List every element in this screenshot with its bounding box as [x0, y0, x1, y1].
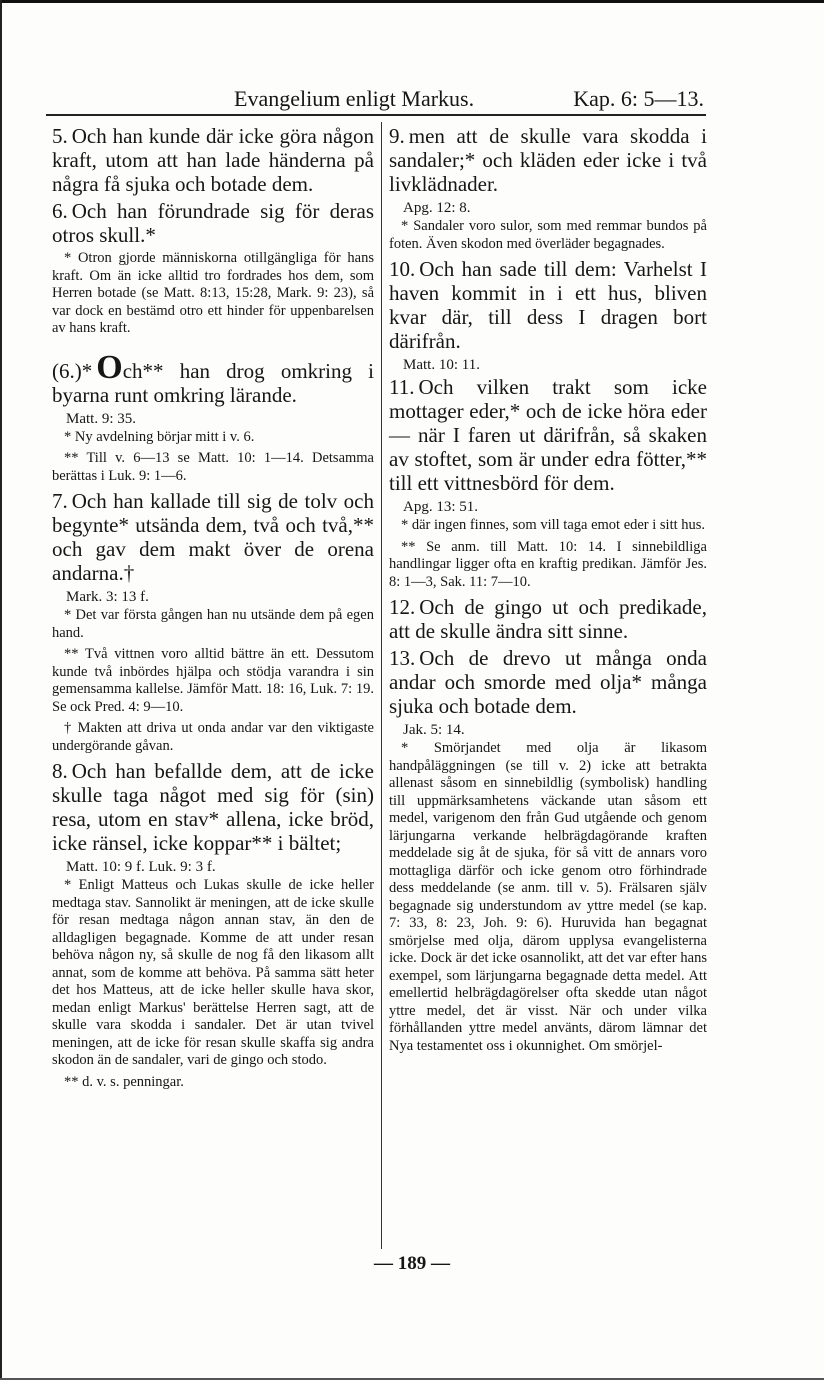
running-title: Evangelium enligt Markus.: [234, 86, 475, 111]
verse-text: Och han kunde där icke göra någon kraft, utom att han lade händerna på några få sjuka och botade dem.: [52, 124, 374, 196]
footnote: ** d. v. s. penningar.: [64, 1073, 184, 1090]
verse: [52, 759, 374, 855]
verse-text: Och vilken trakt som icke mottager eder,* och de icke höra eder — när I faren ut därifrån, så skaken av stoftet, som är under edra fötter,** till ett vittnesbörd för dem.: [389, 375, 707, 495]
footnote: * där ingen finnes, som vill taga emot eder i sitt hus.: [401, 517, 706, 533]
footnote: ** Se anm. till Matt. 10: 14. I sinnebildliga handlingar ligger ofta en kraftig predikan. Jämför Jes. 8: 1—3, Sak. 11: 7—10.: [389, 538, 707, 590]
left-column: [52, 124, 374, 1095]
page-edge-left: [0, 0, 2, 1380]
verse-text: Och han förundrade sig för deras otros skull.*: [52, 199, 374, 247]
footnote: * Ny avdelning börjar mitt i v. 6.: [64, 428, 255, 445]
column-divider: [381, 122, 382, 1249]
verse-number: (6.)*: [52, 358, 93, 383]
verse-number: 10.: [389, 257, 416, 281]
footnote: * Sandaler voro sulor, som med remmar bundos på foten. Även skodon med överläder begagnades.: [389, 218, 707, 252]
verse-text: Och de drevo ut många onda andar och smorde med olja* många sjuka och botade dem.: [389, 646, 707, 718]
verse: [52, 489, 374, 585]
cross-reference: Apg. 12: 8.: [403, 200, 471, 216]
page-number: — 189 —: [374, 1253, 450, 1274]
footnote: * Smörjandet med olja är likasom handpåläggningen (se till v. 2) icke att betrakta allenast såsom en sinnebildlig (symbolisk) handling till uppmärksamhetens väckande utan såsom ett medel, varigenom den från Gud utgående och genom lärjungarna verkande helbrägdagörande kraften meddelade sig åt de sjuka, för så vitt de annars voro mottagliga därför och icke genom otro förhindrade dess meddelande (se anm. till v. 5). Frälsaren själv begagnade sig understundom av yttre medel (se kap. 7: 33, 8: 23, Joh. 9: 6). Huruvida han begagnat smörjelse med olja, därom upplysa evangelisterna icke. Dock är det icke osannolikt, att det var efter hans exempel, som lärjungarna begagnade detta medel. Att emellertid helbrägdagörelser ofta skedde utan något yttre medel, det är visst. När och under vilka förhållanden yttre medel använts, därom lämnar det Nya testamentet oss i okunnighet. Om smörjel-: [389, 740, 707, 1054]
footnote: * Enligt Matteus och Lukas skulle de icke heller medtaga stav. Sannolikt är meningen, att de icke skulle för resan medtaga någon annan stav, än den de alldagligen begagnade. Komme de att under resan behöva någon ny, så skulle de nog få den likasom allt annat, som de komme att behöva. På samma sätt heter det hos Matteus, att de icke heller skulle hava skor, medan enligt Markus' berättelse Herren sagt, att de skulle vara skodda i sandaler. Det är utan tvivel meningen, att de icke för resan skulle skaffa sig andra skodon än de sandaler, vari de gingo och stodo.: [52, 877, 374, 1068]
footnote: † Makten att driva ut onda andar var den viktigaste undergörande gåvan.: [52, 720, 374, 754]
footnote: * Otron gjorde människorna otillgängliga för hans kraft. Om än icke alltid tro fordrades hos dem, som Herren botade (se Matt. 8:13, 15:28, Mark. 9: 23), så var dock en bestämd otro ett hinder för uppenbarelsen av hans kraft.: [52, 250, 374, 336]
section-initial: O: [96, 348, 123, 386]
verse: [52, 348, 374, 407]
verse-text: Och han sade till dem: Varhelst I haven kommit in i ett hus, bliven kvar där, till dess I dragen bort därifrån.: [389, 257, 707, 353]
cross-reference: Matt. 9: 35.: [66, 410, 136, 427]
verse-number: 6.: [52, 199, 68, 223]
verse-number: 12.: [389, 595, 416, 619]
verse-text: Och han befallde dem, att de icke skulle taga något med sig för (sin) resa, utom en stav* allena, icke bröd, icke ränsel, icke koppar** i bältet;: [52, 759, 374, 855]
verse-number: 5.: [52, 124, 68, 148]
verse-text: Och de gingo ut och predikade, att de skulle ändra sitt sinne.: [389, 595, 707, 643]
verse-number: 9.: [389, 124, 405, 148]
chapter-reference: Kap. 6: 5—13.: [573, 86, 704, 111]
right-column: [389, 124, 707, 1059]
verse-text: men att de skulle vara skodda i sandaler;* och kläden eder icke i två livklädnader.: [389, 124, 707, 196]
verse: [52, 124, 374, 196]
verse-text: Och han kallade till sig de tolv och begynte* utsända dem, två och två,** och gav dem makt över de orena andarna.†: [52, 489, 374, 585]
verse-number: 7.: [52, 489, 68, 513]
cross-reference: Matt. 10: 9 f. Luk. 9: 3 f.: [66, 859, 216, 875]
verse: [389, 257, 707, 353]
header-rule: [46, 114, 706, 116]
page-edge-top: [0, 0, 824, 3]
verse-number: 8.: [52, 759, 68, 783]
verse: [389, 595, 707, 643]
cross-reference: Mark. 3: 13 f.: [66, 589, 149, 605]
verse: [389, 646, 707, 718]
verse: [52, 199, 374, 247]
running-head: [0, 86, 824, 116]
verse-text: ch** han drog omkring i byarna runt omkring lärande.: [52, 358, 374, 407]
verse-number: 13.: [389, 646, 416, 670]
verse: [389, 375, 707, 495]
footnote: ** Två vittnen voro alltid bättre än ett. Dessutom kunde två inbördes hjälpa och stödja varandra i sin gemensamma kallelse. Jämför Matt. 18: 16, Luk. 7: 19. Se ock Pred. 4: 9—10.: [52, 646, 374, 715]
cross-reference: Matt. 10: 11.: [403, 357, 480, 373]
cross-reference: Apg. 13: 51.: [403, 499, 478, 515]
footnote: * Det var första gången han nu utsände dem på egen hand.: [52, 607, 374, 641]
verse-number: 11.: [389, 375, 415, 399]
cross-reference: Jak. 5: 14.: [403, 722, 465, 738]
verse: [389, 124, 707, 196]
footnote: ** Till v. 6—13 se Matt. 10: 1—14. Detsamma berättas i Luk. 9: 1—6.: [52, 450, 374, 484]
